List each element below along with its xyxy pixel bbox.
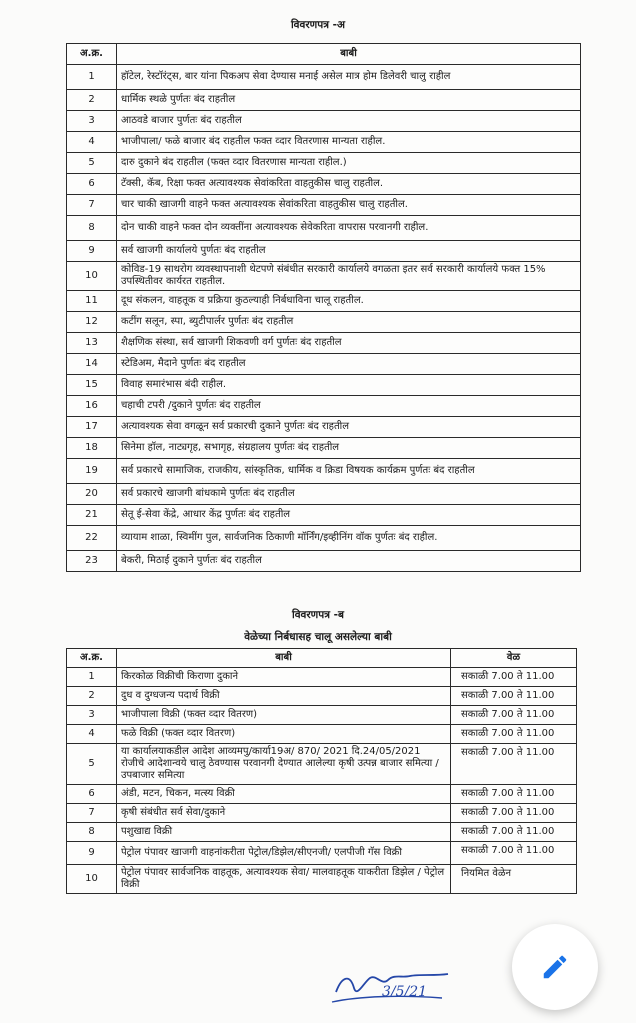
table-row	[67, 785, 577, 804]
table-row	[67, 111, 581, 132]
row-sr: 11	[67, 291, 117, 312]
table-row	[67, 132, 581, 153]
row-sr: 6	[67, 785, 117, 804]
row-sr: 1	[67, 65, 117, 90]
table-row	[67, 551, 581, 572]
row-text: पेट्रोल पंपावर खाजगी वाहनांकरीता पेट्रोल/डिझेल/सीएनजी/ एलपीजी गॅस विक्री	[117, 842, 451, 865]
signature-date: 3/5/21	[382, 984, 428, 1000]
row-sr: 13	[67, 333, 117, 354]
row-text: पशुखाद्य विक्री	[117, 823, 451, 842]
row-text: किरकोळ विक्रीची किराणा दुकाने	[117, 668, 451, 687]
row-text: दुध व दुग्धजन्य पदार्थ विक्री	[117, 687, 451, 706]
table-row	[67, 375, 581, 396]
header-sr: अ.क्र.	[67, 649, 117, 668]
row-text: सर्व प्रकारचे खाजगी बांधकामे पुर्णतः बंद राहतील	[117, 484, 581, 505]
sheet-b-title: विवरणपत्र -ब	[291, 609, 345, 621]
row-sr: 9	[67, 241, 117, 262]
row-sr: 8	[67, 823, 117, 842]
row-text: दूध संकलन, वाहतूक व प्रक्रिया कुठल्याही निर्बधाविना चालू राहतील.	[117, 291, 581, 312]
table-row	[67, 438, 581, 459]
row-text: सर्व खाजगी कार्यालये पुर्णतः बंद राहतील	[117, 241, 581, 262]
table-row	[67, 90, 581, 111]
row-sr: 18	[67, 438, 117, 459]
table-row	[67, 842, 577, 865]
row-sr: 15	[67, 375, 117, 396]
row-sr: 6	[67, 174, 117, 195]
pencil-icon	[540, 952, 570, 982]
row-time: सकाळी 7.00 ते 11.00	[451, 804, 577, 823]
row-text: अत्यावश्यक सेवा वगळून सर्व प्रकारची दुकाने पुर्णतः बंद राहतील	[117, 417, 581, 438]
table-row	[67, 333, 581, 354]
row-sr: 16	[67, 396, 117, 417]
row-sr: 5	[67, 744, 117, 785]
row-sr: 10	[67, 865, 117, 894]
row-text: आठवडे बाजार पुर्णतः बंद राहतील	[117, 111, 581, 132]
row-text: सिनेमा हॉल, नाट्यगृह, सभागृह, संग्रहालय पुर्णतः बंद राहतील	[117, 438, 581, 459]
row-time: सकाळी 7.00 ते 11.00	[451, 687, 577, 706]
row-time: सकाळी 7.00 ते 11.00	[451, 785, 577, 804]
row-sr: 2	[67, 687, 117, 706]
table-row	[67, 262, 581, 291]
sheet-b-table	[66, 648, 577, 894]
row-text: हॉटेल, रेस्टॉरंट्स, बार यांना पिकअप सेवा देण्यास मनाई असेल मात्र होम डिलेवरी चालु राहील	[117, 65, 581, 90]
table-row	[67, 153, 581, 174]
row-sr: 3	[67, 111, 117, 132]
table-row	[67, 216, 581, 241]
row-text: अंडी, मटन, चिकन, मत्स्य विक्री	[117, 785, 451, 804]
table-row	[67, 668, 577, 687]
row-sr: 7	[67, 195, 117, 216]
table-row	[67, 687, 577, 706]
row-text: कोविड-19 साथरोग व्यवस्थापनाशी थेटपणे संबंधीत सरकारी कार्यालये वगळता इतर सर्व सरकारी कार्यालये फक्त 15% उपस्थितीवर कार्यरत राहतील.	[117, 262, 581, 291]
row-text: फळे विक्री (फक्त व्दार वितरण)	[117, 725, 451, 744]
row-sr: 7	[67, 804, 117, 823]
table-row	[67, 195, 581, 216]
row-sr: 14	[67, 354, 117, 375]
row-text: भाजीपाला/ फळे बाजार बंद राहतील फक्त व्दार वितरणास मान्यता राहील.	[117, 132, 581, 153]
row-sr: 4	[67, 132, 117, 153]
row-time: सकाळी 7.00 ते 11.00	[451, 744, 577, 785]
row-text: सेतू ई-सेवा केंद्रे, आधार केंद्र पुर्णतः बंद राहतील	[117, 505, 581, 526]
table-header-row	[67, 649, 577, 668]
row-sr: 8	[67, 216, 117, 241]
row-text: दारु दुकाने बंद राहतील (फक्त व्दार वितरणास मान्यता राहील.)	[117, 153, 581, 174]
row-sr: 21	[67, 505, 117, 526]
row-text: शैक्षणिक संस्था, सर्व खाजगी शिकवणी वर्ग पुर्णतः बंद राहतील	[117, 333, 581, 354]
table-row	[67, 65, 581, 90]
table-row	[67, 706, 577, 725]
row-sr: 3	[67, 706, 117, 725]
row-sr: 10	[67, 262, 117, 291]
table-row	[67, 823, 577, 842]
row-sr: 23	[67, 551, 117, 572]
row-sr: 22	[67, 526, 117, 551]
row-text: पेट्रोल पंपावर सार्वजनिक वाहतूक, अत्यावश्यक सेवा/ मालवाहतूक याकरीता डिझेल / पेट्रोल विक्री	[117, 865, 451, 894]
row-time: सकाळी 7.00 ते 11.00	[451, 706, 577, 725]
row-sr: 20	[67, 484, 117, 505]
row-text: कृषी संबंधीत सर्व सेवा/दुकाने	[117, 804, 451, 823]
row-text: टॅक्सी, कॅब, रिक्षा फक्त अत्यावश्यक सेवांकरिता वाहतुकीस चालु राहतील.	[117, 174, 581, 195]
sheet-a-title: विवरणपत्र -अ	[290, 19, 346, 31]
row-text: चार चाकी खाजगी वाहने फक्त अत्यावश्यक सेवांकरिता वाहतुकीस चालु राहतील.	[117, 195, 581, 216]
row-sr: 2	[67, 90, 117, 111]
table-row	[67, 354, 581, 375]
table-row	[67, 396, 581, 417]
table-row	[67, 725, 577, 744]
row-sr: 19	[67, 459, 117, 484]
table-header-row	[67, 44, 581, 65]
table-row	[67, 174, 581, 195]
row-time: नियमित वेळेन	[451, 865, 577, 894]
row-text: भाजीपाला विक्री (फक्त व्दार वितरण)	[117, 706, 451, 725]
header-time: वेळ	[451, 649, 577, 668]
table-row	[67, 526, 581, 551]
header-item: बाबी	[117, 44, 581, 65]
row-sr: 5	[67, 153, 117, 174]
row-time: सकाळी 7.00 ते 11.00	[451, 725, 577, 744]
row-time: सकाळी 7.00 ते 11.00	[451, 842, 577, 865]
row-sr: 12	[67, 312, 117, 333]
header-item: बाबी	[117, 649, 451, 668]
row-text: स्टेडिअम, मैदाने पुर्णतः बंद राहतील	[117, 354, 581, 375]
row-text: दोन चाकी वाहने फक्त दोन व्यक्तींना अत्यावश्यक सेवेकरिता वापरास परवानगी राहील.	[117, 216, 581, 241]
table-row	[67, 744, 577, 785]
row-time: सकाळी 7.00 ते 11.00	[451, 823, 577, 842]
table-row	[67, 484, 581, 505]
sheet-a-table	[66, 43, 581, 572]
row-text: विवाह समारंभास बंदी राहील.	[117, 375, 581, 396]
signature	[330, 962, 480, 1010]
table-row	[67, 804, 577, 823]
row-time: सकाळी 7.00 ते 11.00	[451, 668, 577, 687]
row-text: चहाची टपरी /दुकाने पुर्णतः बंद राहतील	[117, 396, 581, 417]
row-text: बेकरी, मिठाई दुकाने पुर्णतः बंद राहतील	[117, 551, 581, 572]
row-text: धार्मिक स्थळे पुर्णतः बंद राहतील	[117, 90, 581, 111]
row-sr: 17	[67, 417, 117, 438]
sheet-b-subtitle: वेळेच्या निर्बधासह चालू असलेल्या बाबी	[244, 631, 392, 643]
header-sr: अ.क्र.	[67, 44, 117, 65]
table-row	[67, 505, 581, 526]
row-text: या कार्यालयाकडील आदेश आव्यमपु/कार्या19अ/ 870/ 2021 दि.24/05/2021 रोजीचे आदेशान्वये चालु ठेवण्यास परवानगी देण्यात आलेल्या कृषी उत्पन्न बाजार समित्या / उपबाजार समित्या	[117, 744, 451, 785]
table-row	[67, 291, 581, 312]
row-sr: 9	[67, 842, 117, 865]
table-row	[67, 241, 581, 262]
table-row	[67, 312, 581, 333]
row-sr: 1	[67, 668, 117, 687]
row-sr: 4	[67, 725, 117, 744]
row-text: सर्व प्रकारचे सामाजिक, राजकीय, सांस्कृतिक, धार्मिक व क्रिडा विषयक कार्यक्रम पुर्णतः बंद राहतील	[117, 459, 581, 484]
table-row	[67, 417, 581, 438]
row-text: कटींग सलून, स्पा, ब्युटीपार्लर पुर्णतः बंद राहतील	[117, 312, 581, 333]
edit-button[interactable]	[512, 924, 598, 1010]
table-row	[67, 459, 581, 484]
row-text: व्यायाम शाळा, स्विमींग पुल, सार्वजनिक ठिकाणी मॉर्निंग/इव्हीनिंग वॉक पुर्णतः बंद राहील.	[117, 526, 581, 551]
table-row	[67, 865, 577, 894]
